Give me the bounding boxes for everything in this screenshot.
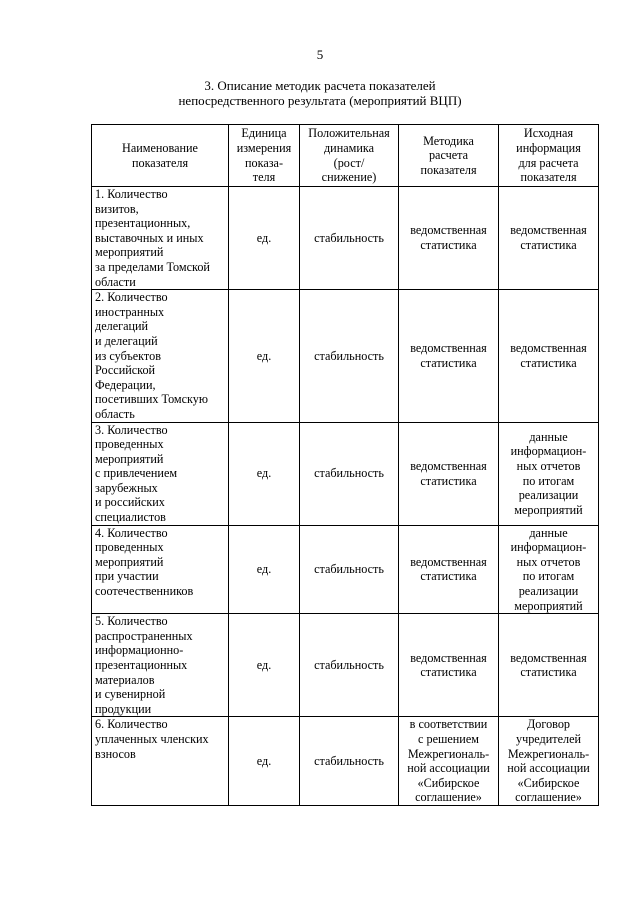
row-source: ведомственная статистика: [499, 187, 599, 290]
table-row: [92, 717, 599, 806]
table-row: [92, 290, 599, 422]
header-unit: Единица измерения показа- теля: [229, 125, 300, 187]
row-unit: ед.: [229, 717, 300, 806]
row-unit: ед.: [229, 187, 300, 290]
page-number: 5: [316, 47, 324, 62]
row-dynamics: стабильность: [300, 422, 399, 525]
header-name: Наименование показателя: [92, 125, 229, 187]
header-source: Исходная информация для расчета показателя: [499, 125, 599, 187]
row-name: 1. Количество визитов, презентационных, выставочных и иных мероприятий за пределами Томской области: [92, 187, 229, 290]
row-method: ведомственная статистика: [399, 422, 499, 525]
row-unit: ед.: [229, 422, 300, 525]
row-unit: ед.: [229, 290, 300, 422]
table-row: [92, 525, 599, 614]
header-method: Методика расчета показателя: [399, 125, 499, 187]
row-source: ведомственная статистика: [499, 614, 599, 717]
header-dynamics: Положительная динамика (рост/ снижение): [300, 125, 399, 187]
row-name: 6. Количество уплаченных членских взносов: [92, 717, 229, 806]
row-method: ведомственная статистика: [399, 290, 499, 422]
title-line-1: 3. Описание методик расчета показателей: [204, 78, 436, 93]
table-row: [92, 187, 599, 290]
indicators-table: [91, 124, 599, 806]
title-line-2: непосредственного результата (мероприятий ВЦП): [178, 93, 462, 108]
row-dynamics: стабильность: [300, 187, 399, 290]
row-unit: ед.: [229, 614, 300, 717]
row-method: в соответствии с решением Межрегиональ- ной ассоциации «Сибирское соглашение»: [399, 717, 499, 806]
row-dynamics: стабильность: [300, 614, 399, 717]
row-method: ведомственная статистика: [399, 187, 499, 290]
row-method: ведомственная статистика: [399, 525, 499, 614]
row-dynamics: стабильность: [300, 290, 399, 422]
section-title: [0, 78, 640, 108]
row-name: 2. Количество иностранных делегаций и делегаций из субъектов Российской Федерации, посетивших Томскую область: [92, 290, 229, 422]
row-name: 4. Количество проведенных мероприятий при участии соотечественников: [92, 525, 229, 614]
row-method: ведомственная статистика: [399, 614, 499, 717]
row-unit: ед.: [229, 525, 300, 614]
table-header-row: [92, 125, 599, 187]
table-row: [92, 614, 599, 717]
table-row: [92, 422, 599, 525]
row-dynamics: стабильность: [300, 717, 399, 806]
row-source: данные информацион- ных отчетов по итогам реализации мероприятий: [499, 422, 599, 525]
row-dynamics: стабильность: [300, 525, 399, 614]
row-source: ведомственная статистика: [499, 290, 599, 422]
row-source: Договор учредителей Межрегиональ- ной ассоциации «Сибирское соглашение»: [499, 717, 599, 806]
row-name: 5. Количество распространенных информационно- презентационных материалов и сувенирной продукции: [92, 614, 229, 717]
row-source: данные информацион- ных отчетов по итогам реализации мероприятий: [499, 525, 599, 614]
row-name: 3. Количество проведенных мероприятий с привлечением зарубежных и российских специалистов: [92, 422, 229, 525]
